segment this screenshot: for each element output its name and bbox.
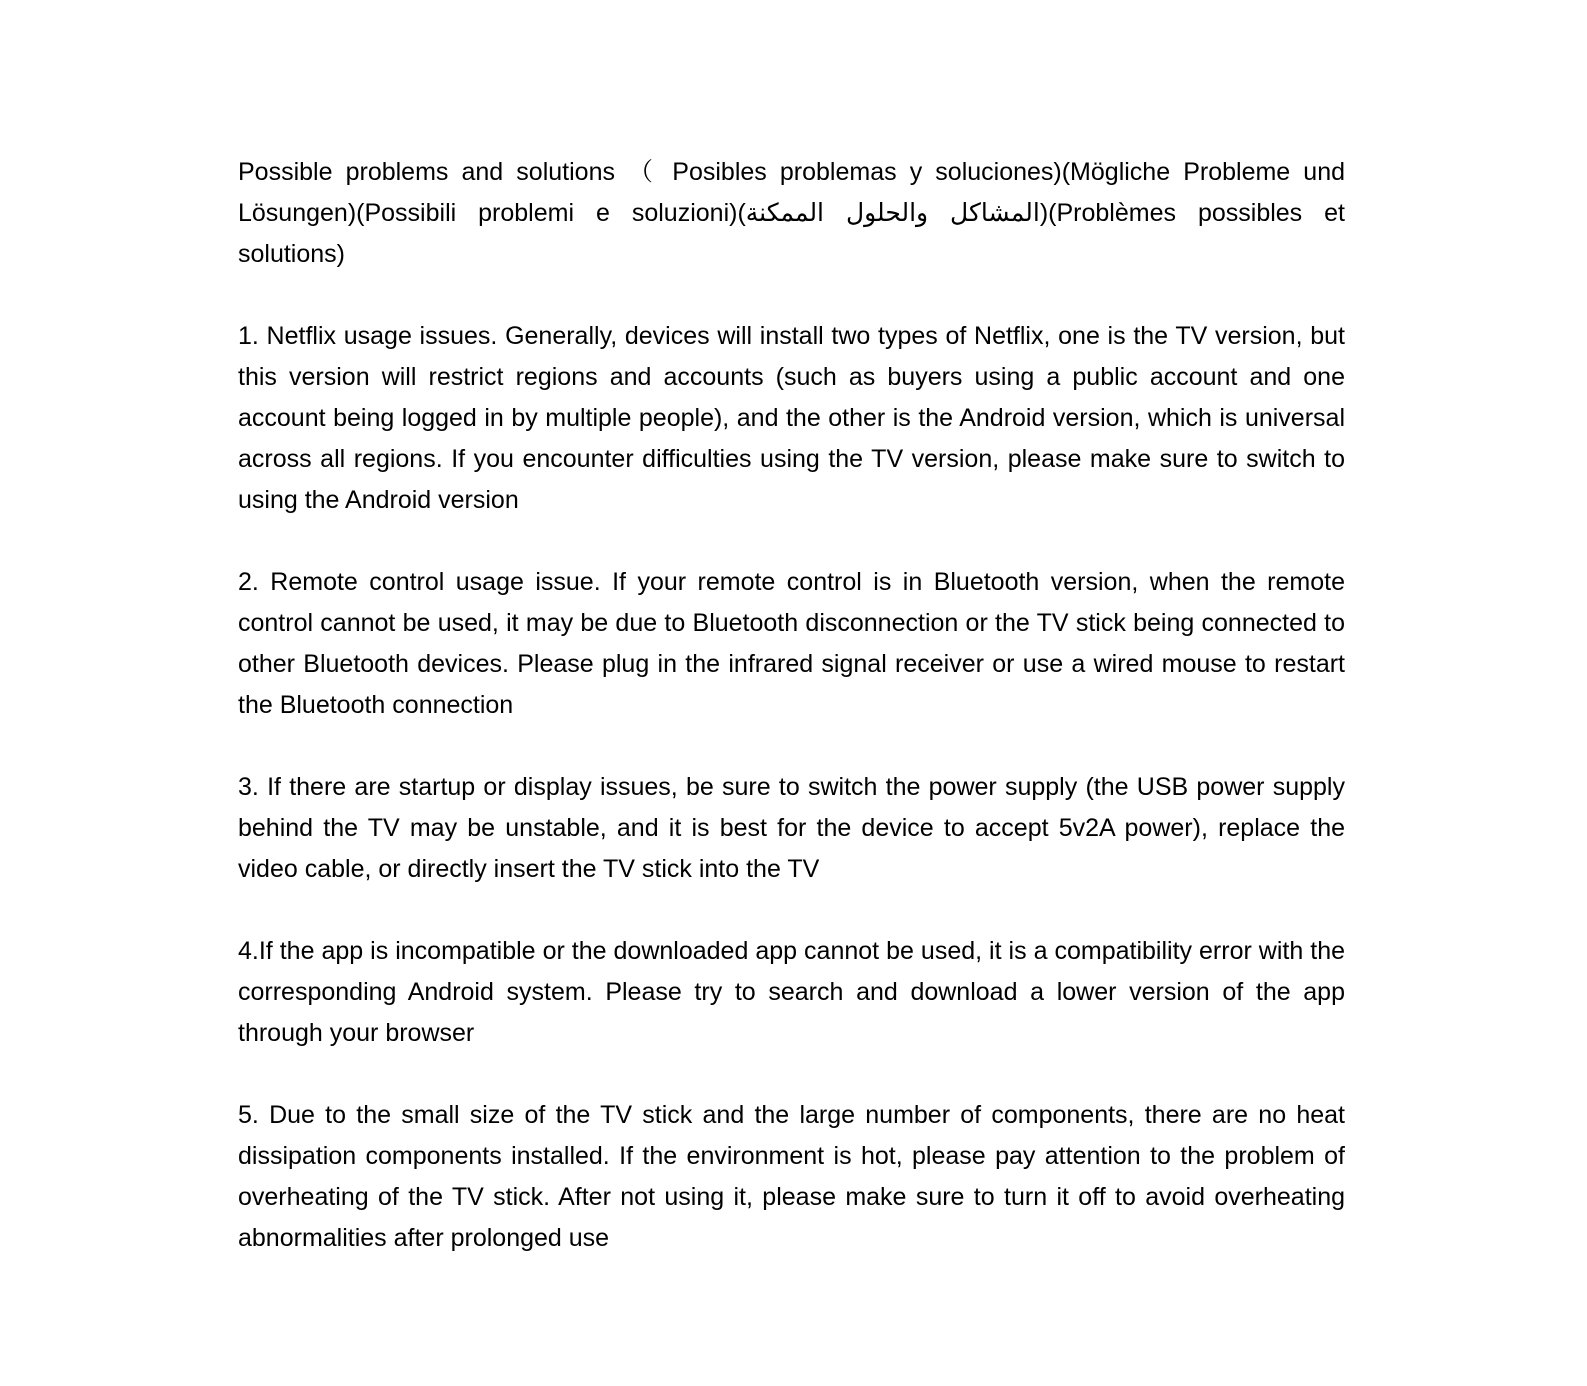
paragraph-remote-control: 2. Remote control usage issue. If your remote control is in Bluetooth version, when the remote control cannot be used, it may be due to Bluetooth disconnection or the TV stick being connected to other Bluetooth devices. Please plug in the infrared signal receiver or use a wired mouse to restart the Bluetooth connection bbox=[238, 568, 1345, 719]
paragraph-netflix-issues: 1. Netflix usage issues. Generally, devices will install two types of Netflix, one is the TV version, but this version will restrict regions and accounts (such as buyers using a public account and one account being logged in by multiple people), and the other is the Android version, which is universal across all regions. If you encounter difficulties using the TV version, please make sure to switch to using the Android version bbox=[238, 322, 1345, 514]
document-content bbox=[238, 152, 1345, 1259]
paragraph-app-compatibility: 4.If the app is incompatible or the downloaded app cannot be used, it is a compatibility error with the corresponding Android system. Please try to search and download a lower version of the app through your browser bbox=[238, 937, 1345, 1047]
paragraph-overheating: 5. Due to the small size of the TV stick and the large number of components, there are no heat dissipation components installed. If the environment is hot, please pay attention to the problem of overheating of the TV stick. After not using it, please make sure to turn it off to avoid overheating abnormalities after prolonged use bbox=[238, 1101, 1345, 1252]
paragraph-power-supply: 3. If there are startup or display issues, be sure to switch the power supply (the USB power supply behind the TV may be unstable, and it is best for the device to accept 5v2A power), replace the video cable, or directly insert the TV stick into the TV bbox=[238, 773, 1345, 883]
document-title: Possible problems and solutions （ Posibles problemas y soluciones)(Mögliche Probleme und Lösungen)(Possibili problemi e soluzioni)(المشاكل والحلول الممكنة)(Problèmes possibles et solutions) bbox=[238, 158, 1345, 268]
